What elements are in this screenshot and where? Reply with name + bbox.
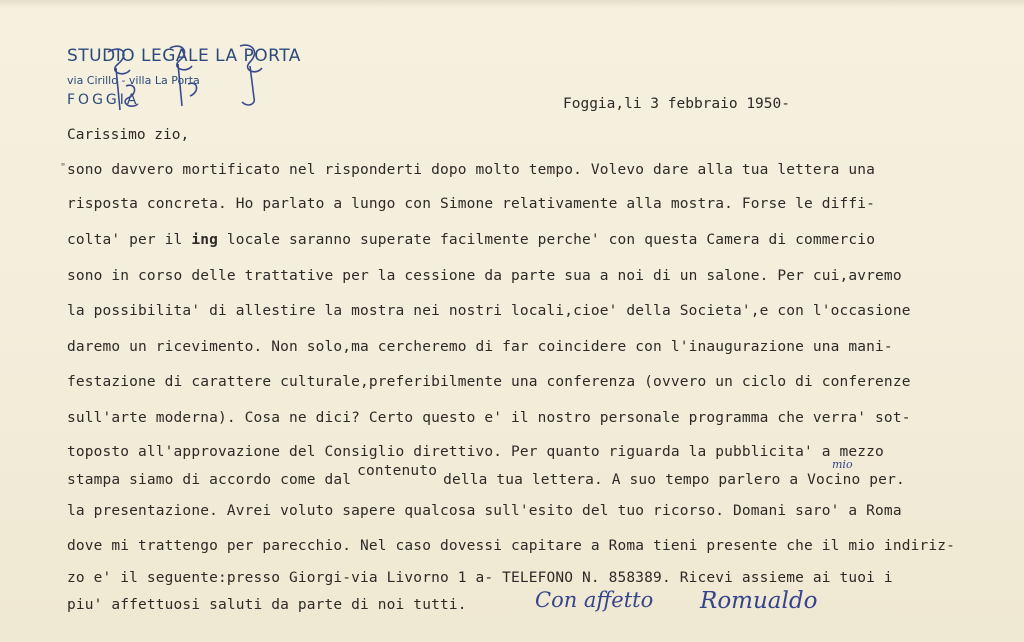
firm-city: FOGGIA [67,92,140,108]
inserted-word: contenuto [357,463,438,479]
handwritten-closing: Con affetto [535,588,654,612]
handwritten-insert: mio [832,458,853,471]
struck-word: ing [191,232,218,248]
body-line: daremo un ricevimento. Non solo,ma cercheremo di far coincidere con l'inaugurazione una mani- [67,339,893,355]
body-line: la presentazione. Avrei voluto sapere qualcosa sull'esito del tuo ricorso. Domani saro' a Roma [67,503,902,519]
handwritten-scribble-icon [100,40,270,120]
body-line: sono davvero mortificato nel risponderti dopo molto tempo. Volevo dare alla tua lettera una [67,162,876,178]
body-line: piu' affettuosi saluti da parte di noi tutti. [67,597,467,613]
margin-mark: " [60,162,67,173]
body-line: dove mi trattengo per parecchio. Nel caso dovessi capitare a Roma tieni presente che il mio indiriz- [67,538,955,554]
letter-date: Foggia,li 3 febbraio 1950- [563,96,790,112]
firm-address: via Cirillo - villa La Porta [67,74,200,87]
body-line: risposta concreta. Ho parlato a lungo con Simone relativamente alla mostra. Forse le diffi- [67,196,876,212]
firm-name: STUDIO LEGALE LA PORTA [67,46,301,66]
body-line: sono in corso delle trattative per la cessione da parte sua a noi di un salone. Per cui,avremo [67,268,902,284]
body-line: festazione di carattere culturale,preferibilmente una conferenza (ovvero un ciclo di conferenze [67,374,911,390]
body-line-start: stampa siamo di accordo come dal [67,472,352,488]
body-line: sull'arte moderna). Cosa ne dici? Certo questo e' il nostro personale programma che verra' sot- [67,410,911,426]
salutation: Carissimo zio, [67,127,190,143]
body-line: la possibilita' di allestire la mostra nei nostri locali,cioe' della Societa',e con l'occasione [67,303,911,319]
body-line: toposto all'approvazione del Consiglio direttivo. Per quanto riguarda la pubblicita' a mezzo [67,444,884,460]
handwritten-signature: Romualdo [700,588,818,614]
paper-edge [0,0,1024,8]
body-line [67,232,875,248]
body-line: zo e' il seguente:presso Giorgi-via Livorno 1 a- TELEFONO N. 858389. Ricevi assieme ai tuoi i [67,570,893,586]
body-line-start: colta' per il [67,232,192,248]
body-line-rest: della tua lettera. A suo tempo parlero a Vocino per. [443,472,905,488]
body-line-rest: locale saranno superate facilmente perche' con questa Camera di commercio [217,232,876,248]
